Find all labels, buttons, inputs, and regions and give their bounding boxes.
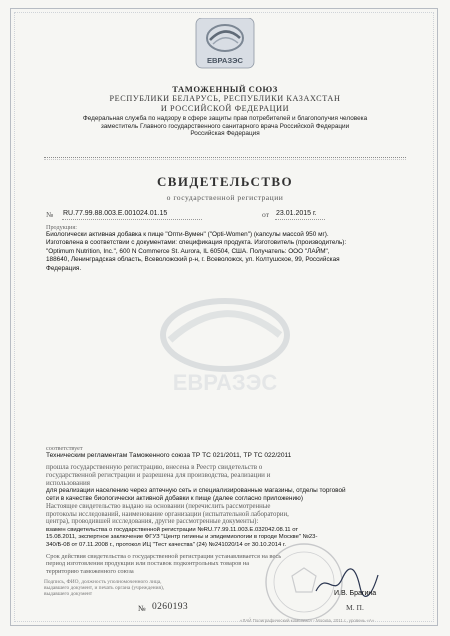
registration-line: использования xyxy=(46,479,90,488)
registration-line: прошла государственную регистрацию, внесена в Реестр свидетельств о xyxy=(46,463,263,471)
signature-caption-line: выдавшего документ xyxy=(44,591,93,598)
seal-place-label: М. П. xyxy=(346,603,364,612)
product-line: Федерация. xyxy=(46,264,82,272)
validity-statement-line: Срок действия свидетельства о государственной регистрации устанавливается на весь xyxy=(46,553,282,560)
authority-divider xyxy=(44,157,406,158)
number-label: № xyxy=(46,210,54,219)
authority-line-2: заместитель Главного государственного санитарного врача Российской Федерации xyxy=(100,122,350,130)
authority-line-3: Российская Федерация xyxy=(190,130,260,138)
usage-line: для реализации населению через аптечную сеть и специализированные магазины, отделы торговой xyxy=(46,487,346,494)
product-line: Биологически активная добавка к пище "Опти-Вумен" ("Opti-Women") (капсулы массой 950 мг). xyxy=(46,231,329,238)
signature-caption xyxy=(44,579,164,598)
signature-caption-line: выдавшего документ, и печать органа (учреждения), xyxy=(44,585,165,592)
document-title: СВИДЕТЕЛЬСТВО xyxy=(157,174,293,189)
watermark-text: ЕВРАЗЭС xyxy=(172,370,278,395)
basis-documents-line: 15.08.2011, экспертное заключение ФГУЗ "Центр гигиены и эпидемиологии в городе Москве" №23- xyxy=(46,534,318,541)
basis-line: центра), проводившей исследования, другие рассмотренные документы): xyxy=(46,518,259,526)
date-underline xyxy=(275,219,325,220)
usage-line: сети в качестве биологически активной добавки к пище (далее согласно приложению) xyxy=(46,495,303,503)
basis-line: протоколы исследований, наименование организации (испытательной лаборатории, xyxy=(46,510,289,518)
authority-caption-line xyxy=(44,159,406,163)
eurasec-emblem xyxy=(180,18,270,70)
conformity-text: Техническим регламентам Таможенного союза ТР ТС 021/2011, ТР ТС 022/2011 xyxy=(46,452,292,459)
signer-name: И.В. Брагина xyxy=(334,590,377,597)
product-label: Продукция: xyxy=(46,224,77,231)
registration-statement xyxy=(46,463,270,488)
issuing-authority xyxy=(40,115,410,138)
product-line: "Optimum Nutrition, Inc.", 600 N Commerce St. Aurora, IL 60504, США. Получатель: ООО "ЛАЙМ", xyxy=(46,247,330,255)
document-subtitle: о государственной регистрации xyxy=(166,193,284,202)
authority-line-1: Федеральная служба по надзору в сфере защиты прав потребителей и благополучия человека xyxy=(82,115,368,122)
header-line-1: ТАМОЖЕННЫЙ СОЮЗ xyxy=(172,84,278,94)
product-line: 188640, Ленинградская область, Всеволожский р-н, г. Всеволожск, ул. Колтушское, 99, Российская xyxy=(46,256,340,264)
header-line-2: РЕСПУБЛИКИ БЕЛАРУСЬ, РЕСПУБЛИКИ КАЗАХСТАН xyxy=(109,94,341,103)
basis-statement xyxy=(46,503,289,526)
basis-documents-line: взамен свидетельства о государственной регистрации №RU.77.99.11.003.E.032042.08.11 от xyxy=(46,527,299,533)
basis-line: Настоящее свидетельство выдано на основании (перечислить рассмотренные xyxy=(46,503,271,510)
product-line: Изготовлена в соответствии с документами: спецификация продукта. Изготовитель (производитель): xyxy=(46,239,347,247)
usage-conditions xyxy=(46,487,346,504)
certificate-date: 23.01.2015 г. xyxy=(276,210,317,217)
serial-prefix: № xyxy=(138,604,146,613)
conformity-label: соответствует xyxy=(46,445,83,452)
registration-line: государственной регистрации и разрешена для производства, реализации и xyxy=(46,471,271,480)
number-underline xyxy=(62,219,202,220)
certificate-number: RU.77.99.88.003.E.001024.01.15 xyxy=(63,210,168,217)
header-line-3: И РОССИЙСКОЙ ФЕДЕРАЦИИ xyxy=(160,104,290,113)
eurasec-watermark xyxy=(130,290,320,400)
date-label: от xyxy=(262,210,270,219)
validity-statement xyxy=(46,553,281,575)
validity-statement-line: территорию таможенного союза xyxy=(46,567,134,575)
validity-statement-line: период изготовления продукции или поставок подконтрольных товаров на xyxy=(46,560,250,568)
product-description xyxy=(46,231,346,273)
emblem-text: ЕВРАЗЭС xyxy=(206,56,244,65)
printer-imprint: «ЛАЙ Полиграфический комплекс» - Москва, 2011 г., уровень «А» xyxy=(240,618,375,623)
signature-caption-line: Подпись, ФИО, должность уполномоченного лица, xyxy=(44,579,162,585)
basis-documents xyxy=(46,527,317,549)
basis-documents-line: 340/Б-08 от 07.11.2008 г., протокол ИЦ "Тест качества" (24) №241020/14 от 30.10.2014 г. xyxy=(46,541,286,548)
serial-number: 0260193 xyxy=(152,602,189,612)
